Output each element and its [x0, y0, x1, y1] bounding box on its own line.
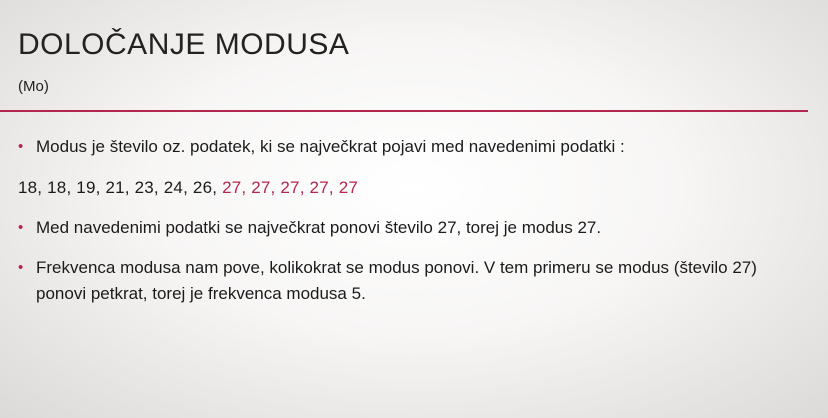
bullet-item	[18, 255, 808, 307]
bullet-text: Modus je število oz. podatek, ki se največkrat pojavi med navedenimi podatki :	[36, 137, 625, 156]
slide-content	[18, 134, 808, 307]
bullet-icon: •	[18, 138, 24, 155]
data-values: 18, 18, 19, 21, 23, 24, 26,	[18, 178, 223, 197]
slide-title: DOLOČANJE MODUSA	[18, 28, 350, 61]
bullet-icon: •	[18, 259, 24, 276]
slide-subtitle: (Mo)	[18, 78, 49, 95]
data-values-highlighted: 27, 27, 27, 27, 27	[222, 178, 359, 197]
bullet-item	[18, 134, 808, 160]
bullet-icon: •	[18, 219, 24, 236]
bullet-text: Frekvenca modusa nam pove, kolikokrat se modus ponovi. V tem primeru se modus (število 27) ponovi petkrat, torej je frekvenca modusa 5.	[36, 258, 757, 303]
title-divider	[0, 110, 808, 112]
data-line	[18, 175, 808, 201]
bullet-text: Med navedenimi podatki se največkrat ponovi število 27, torej je modus 27.	[36, 218, 602, 237]
bullet-item	[18, 215, 808, 241]
